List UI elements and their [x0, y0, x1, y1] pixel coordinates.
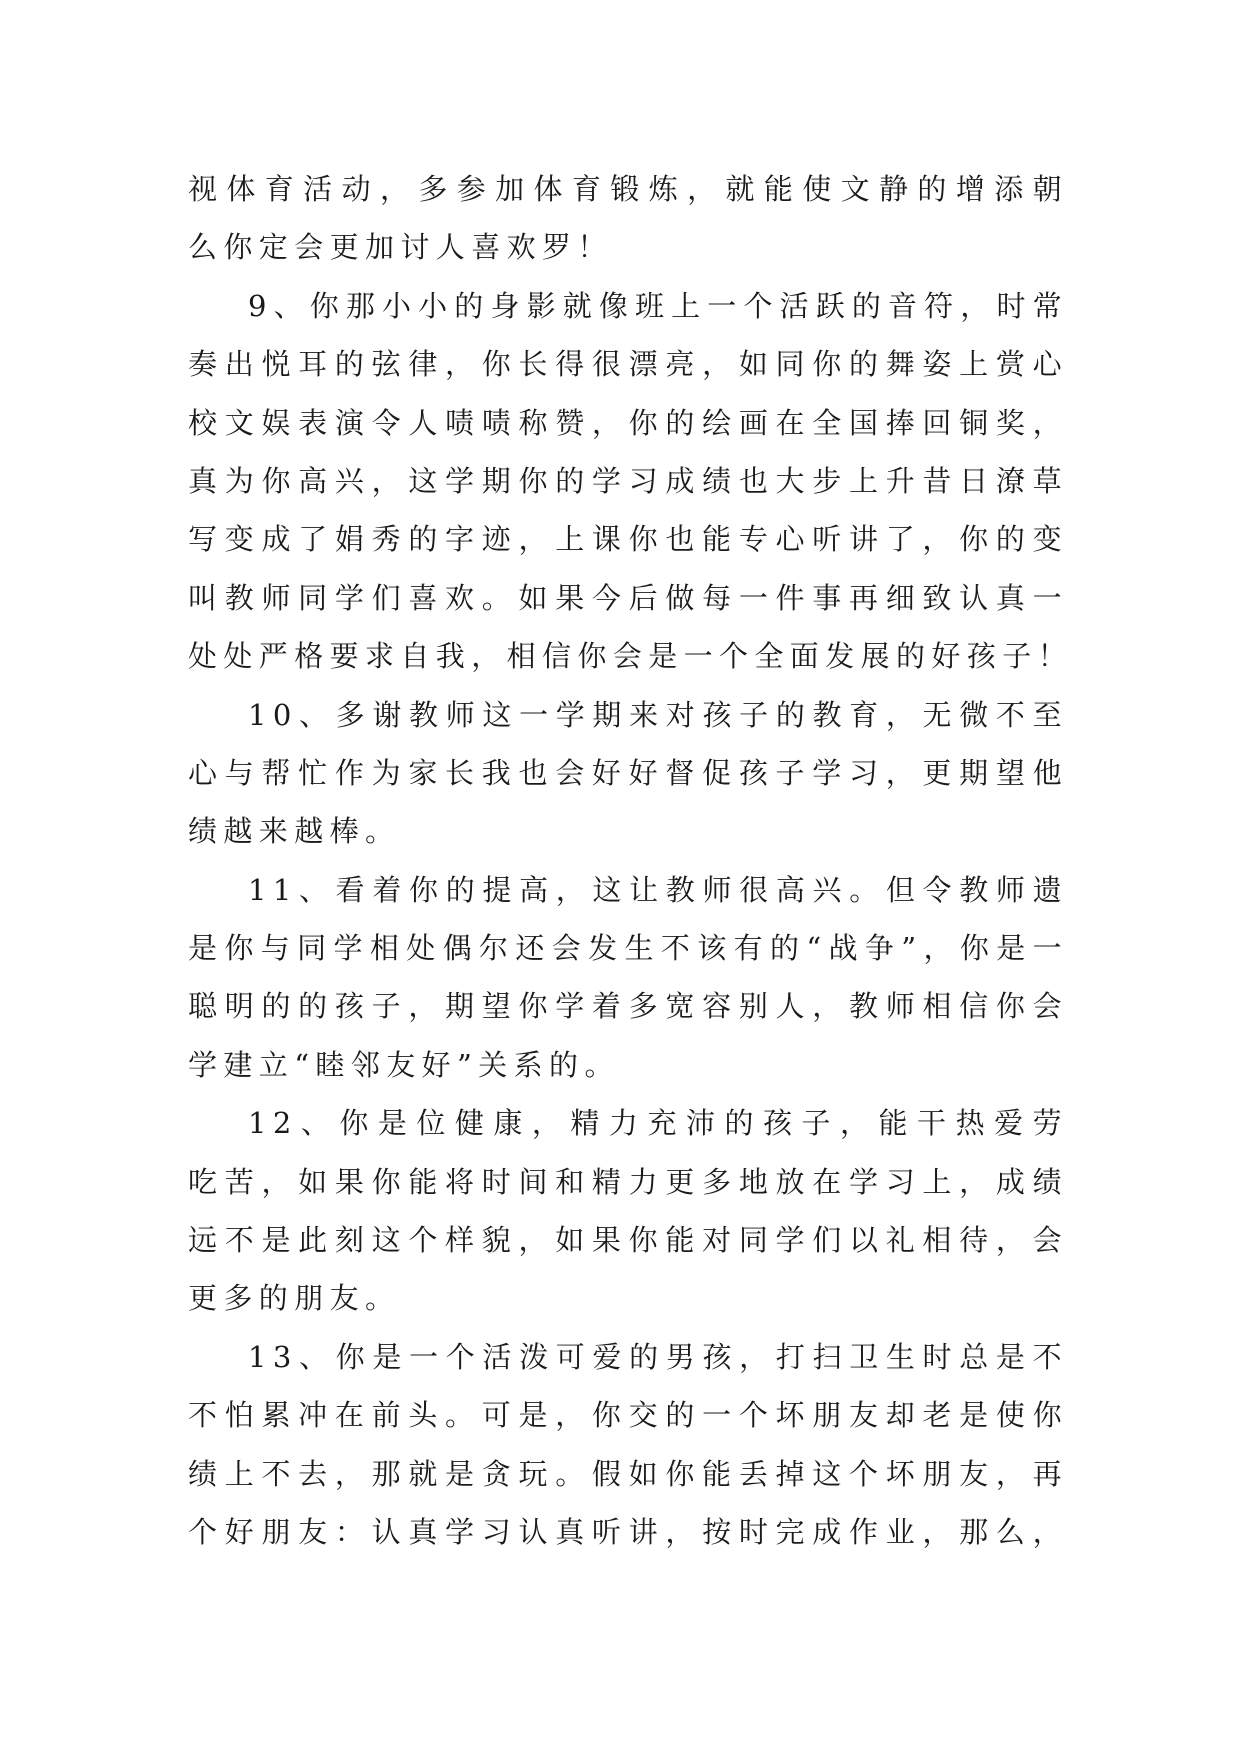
- text-line: 聪明的的孩子，期望你学着多宽容别人，教师相信你会: [188, 989, 1068, 1024]
- text-line: 写变成了娟秀的字迹，上课你也能专心听讲了，你的变: [188, 522, 1068, 557]
- paragraph-12-start: 12、你是位健康，精力充沛的孩子，能干热爱劳: [248, 1106, 1068, 1141]
- paragraph-13-start: 13、你是一个活泼可爱的男孩，打扫卫生时总是不: [248, 1339, 1068, 1374]
- text-line: 绩越来越棒。: [188, 814, 401, 849]
- paragraph-11-start: 11、看着你的提高，这让教师很高兴。但令教师遗: [248, 872, 1068, 907]
- text-line: 叫教师同学们喜欢。如果今后做每一件事再细致认真一: [188, 580, 1068, 615]
- paragraph-9-start: 9、你那小小的身影就像班上一个活跃的音符，时常: [248, 288, 1068, 323]
- text-line: 是你与同学相处偶尔还会发生不该有的“战争”，你是一: [188, 931, 1068, 966]
- text-line: 校文娱表演令人啧啧称赞，你的绘画在全国捧回铜奖，: [188, 405, 1068, 440]
- text-line: 个好朋友：认真学习认真听讲，按时完成作业，那么，: [188, 1514, 1068, 1549]
- text-line: 不怕累冲在前头。可是，你交的一个坏朋友却老是使你: [188, 1398, 1068, 1433]
- text-line: 绩上不去，那就是贪玩。假如你能丢掉这个坏朋友，再: [188, 1456, 1068, 1491]
- text-line: 处处严格要求自我，相信你会是一个全面发展的好孩子！: [188, 639, 1074, 674]
- text-line: 心与帮忙作为家长我也会好好督促孩子学习，更期望他: [188, 755, 1068, 790]
- text-line: 吃苦，如果你能将时间和精力更多地放在学习上，成绩: [188, 1164, 1068, 1199]
- text-line: 视体育活动，多参加体育锻炼，就能使文静的增添朝: [188, 172, 1068, 206]
- text-line: 奏出悦耳的弦律，你长得很漂亮，如同你的舞姿上赏心: [188, 347, 1068, 382]
- text-line: 真为你高兴，这学期你的学习成绩也大步上升昔日潦草: [188, 463, 1068, 498]
- text-line: 更多的朋友。: [188, 1281, 401, 1316]
- text-line: 么你定会更加讨人喜欢罗！: [188, 230, 613, 265]
- text-line: 学建立“睦邻友好”关系的。: [188, 1047, 620, 1082]
- text-line: 远不是此刻这个样貌，如果你能对同学们以礼相待，会: [188, 1223, 1068, 1258]
- paragraph-10-start: 10、多谢教师这一学期来对孩子的教育，无微不至: [248, 697, 1068, 732]
- document-body: [188, 160, 1074, 1561]
